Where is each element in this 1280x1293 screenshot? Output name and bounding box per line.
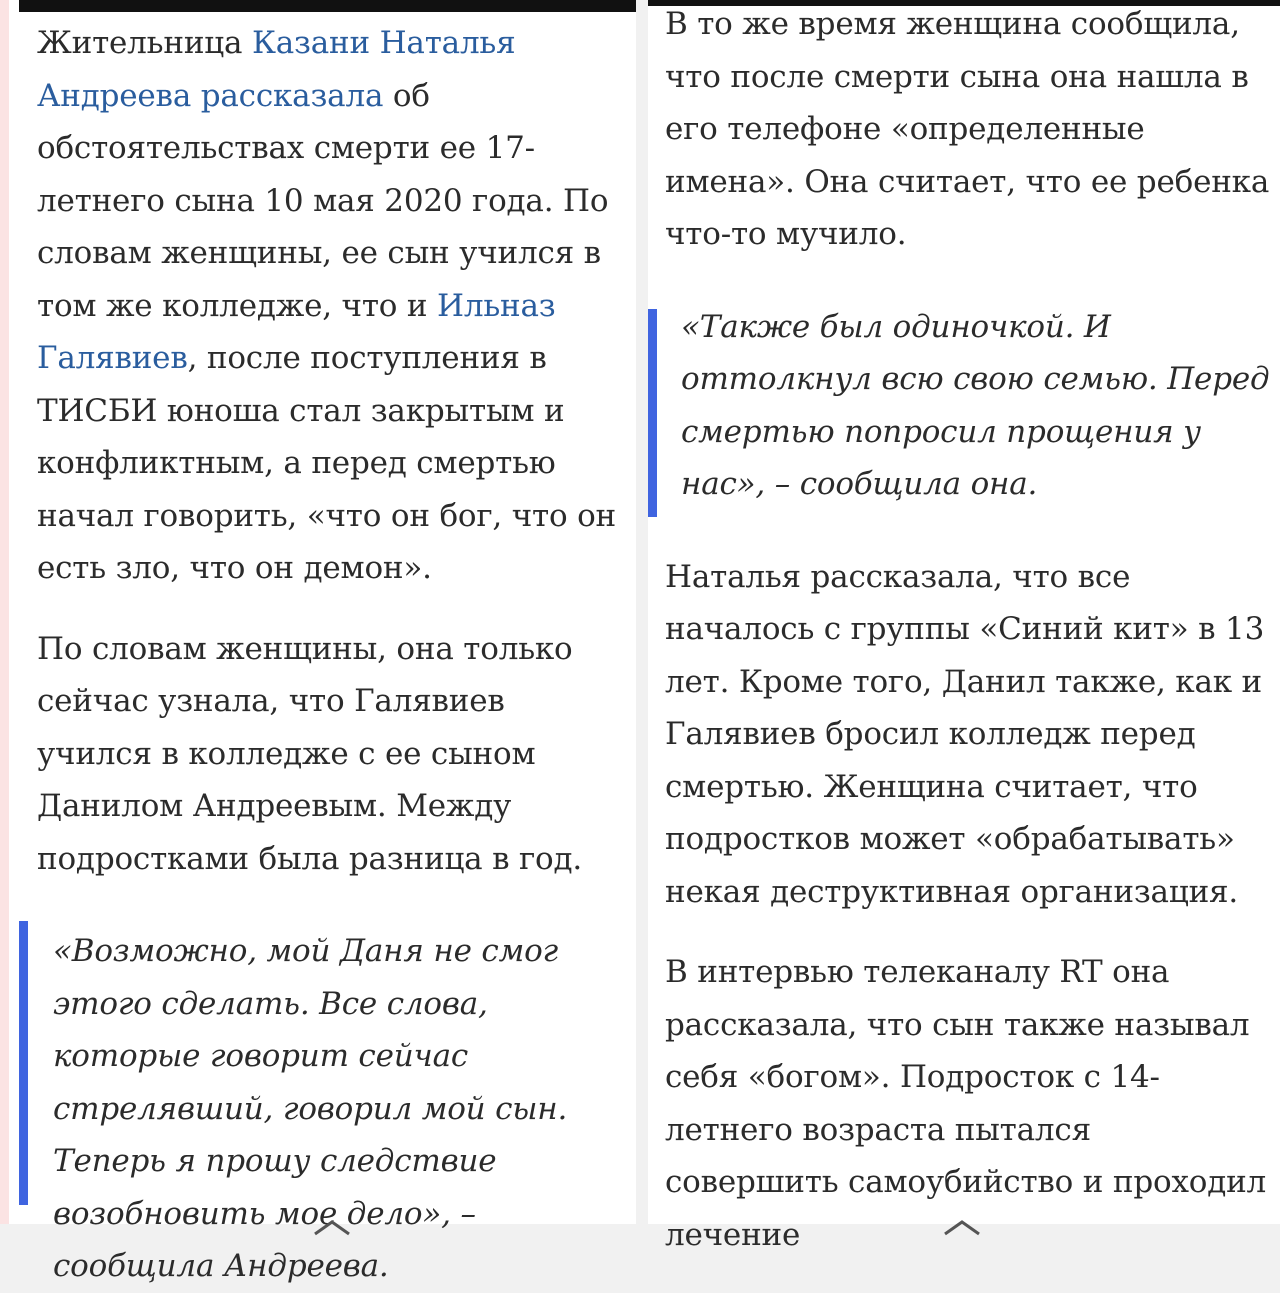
quote-bar — [648, 309, 657, 517]
top-bar — [19, 0, 636, 12]
paragraph-text: об обстоятельствах смерти ее 17-летнего сына 10 мая 2020 года. По словам женщины, ее сын учился в том же колледже, что и — [37, 77, 609, 324]
paragraph-text: Жительница — [37, 25, 252, 61]
chevron-up-icon — [312, 1216, 352, 1238]
blockquote-loner — [665, 301, 1270, 511]
paragraph-classmates: По словам женщины, она только сейчас узнала, что Галявиев учился в колледже с ее сыном Данилом Андреевым. Между подростками была разница в год. — [37, 630, 583, 877]
paragraph-rt-interview: В интервью телеканалу RT она рассказала, что сын также называл себя «богом». Подросток с 14-летнего возраста пытался совершить самоубийство и проходил лечение — [665, 954, 1267, 1253]
paragraph-text: , после поступления в ТИСБИ юноша стал закрытым и конфликтным, а перед смертью начал говорить, «что он бог, что он есть зло, что он демон». — [37, 340, 617, 586]
article-left-panel — [9, 0, 636, 1284]
article-body-left — [37, 17, 617, 1293]
chevron-up-icon — [942, 1216, 982, 1238]
paragraph-phone: В то же время женщина сообщила, что после смерти сына она нашла в его телефоне «определенные имена». Она считает, что ее ребенка что-то мучило. — [665, 6, 1270, 252]
article-body-right — [665, 0, 1270, 1261]
quote-bar — [19, 921, 28, 1205]
quote-text: «Возможно, мой Даня не смог этого сделать. Все слова, которые говорит сейчас стрелявший, говорил мой сын. Теперь я прошу следствие возобновить мое дело», – сообщила Андреева. — [53, 933, 568, 1284]
paragraph-intro — [37, 17, 617, 595]
quote-text: «Также был одиночкой. И оттолкнул всю свою семью. Перед смертью попросил прощения у нас», – сообщила она. — [681, 308, 1270, 502]
edge-strip — [0, 0, 9, 1224]
article-right-panel — [648, 0, 1280, 1253]
article-link-galyaviev[interactable]: Ильназ Галявиев — [37, 287, 556, 376]
paragraph-blue-whale: Наталья рассказала, что все началось с группы «Синий кит» в 13 лет. Кроме того, Данил также, как и Галявиев бросил колледж перед смертью. Женщина считает, что подростков может «обрабатывать» некая деструктивная организация. — [665, 558, 1265, 910]
article-link-kazan[interactable]: Казани Наталья Андреева рассказала — [37, 25, 516, 114]
